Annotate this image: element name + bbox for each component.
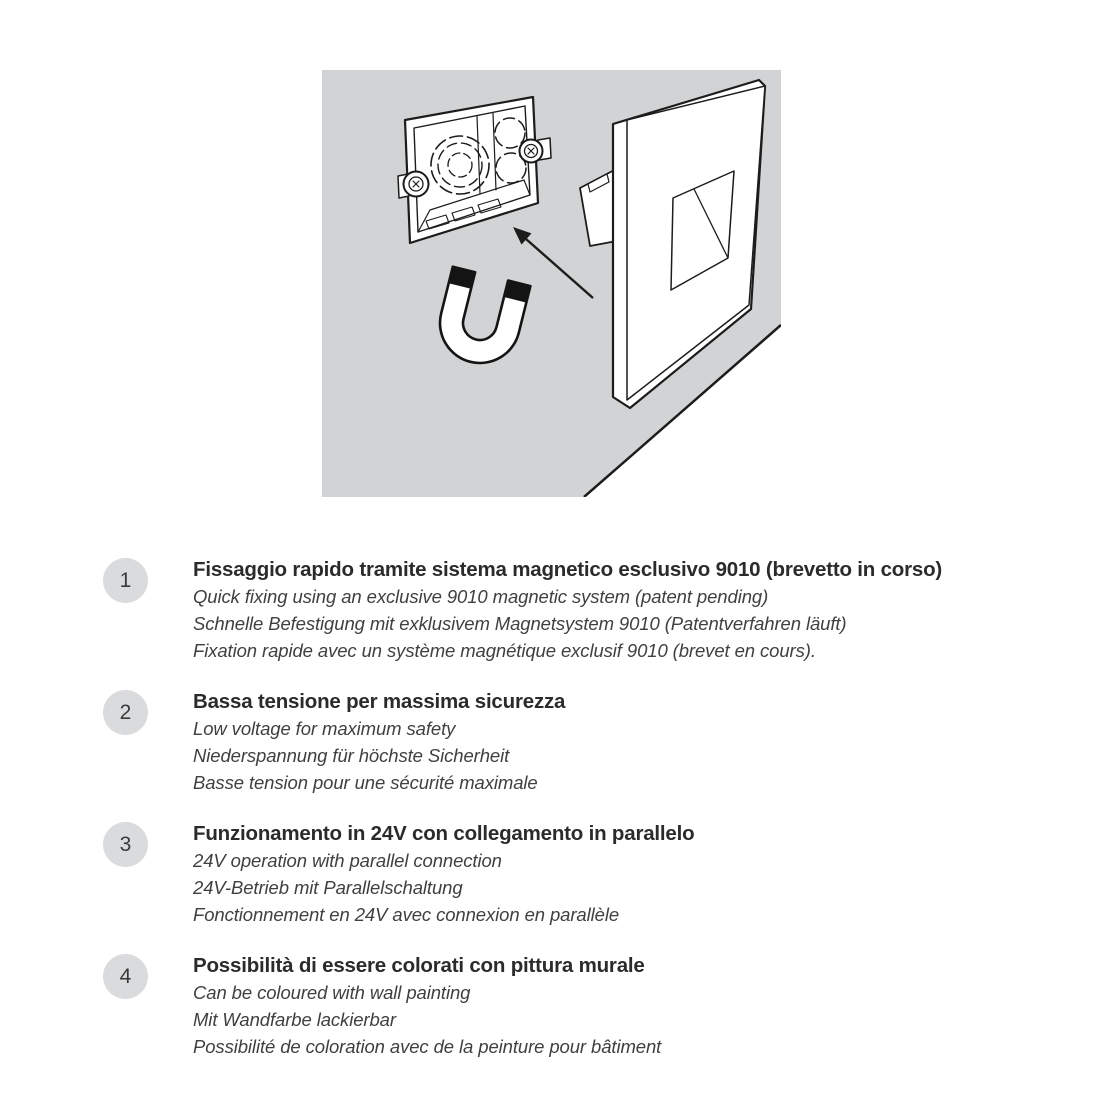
feature-text-en: Can be coloured with wall painting [193, 982, 471, 1003]
feature-texts [193, 688, 1073, 796]
feature-text-en: 24V operation with parallel connection [193, 850, 502, 871]
feature-list [103, 556, 1073, 1084]
feature-number-badge: 4 [103, 954, 148, 999]
feature-text-fr: Fonctionnement en 24V avec connexion en parallèle [193, 904, 620, 925]
feature-text-fr: Possibilité de coloration avec de la peinture pour bâtiment [193, 1036, 662, 1057]
feature-texts [193, 952, 1073, 1060]
right-screw-icon [520, 138, 552, 163]
feature-item-2 [103, 688, 1073, 796]
feature-headline-it: Funzionamento in 24V con collegamento in parallelo [193, 822, 695, 845]
feature-text-fr: Basse tension pour une sécurité maximale [193, 772, 538, 793]
feature-headline-it: Fissaggio rapido tramite sistema magnetico esclusivo 9010 (brevetto in corso) [193, 558, 943, 581]
feature-texts [193, 556, 1073, 664]
installation-diagram-svg [322, 70, 781, 497]
feature-text-de: 24V-Betrieb mit Parallelschaltung [193, 877, 463, 898]
feature-number-badge: 3 [103, 822, 148, 867]
feature-texts [193, 820, 1073, 928]
feature-number-badge: 2 [103, 690, 148, 735]
feature-headline-it: Bassa tensione per massima sicurezza [193, 690, 566, 713]
feature-item-3 [103, 820, 1073, 928]
feature-text-fr: Fixation rapide avec un système magnétique exclusif 9010 (brevet en cours). [193, 640, 816, 661]
installation-illustration [322, 70, 781, 497]
feature-text-en: Quick fixing using an exclusive 9010 magnetic system (patent pending) [193, 586, 769, 607]
feature-text-de: Schnelle Befestigung mit exklusivem Magnetsystem 9010 (Patentverfahren läuft) [193, 613, 847, 634]
feature-item-1 [103, 556, 1073, 664]
feature-text-en: Low voltage for maximum safety [193, 718, 456, 739]
feature-number-badge: 1 [103, 558, 148, 603]
feature-text-de: Niederspannung für höchste Sicherheit [193, 745, 510, 766]
feature-item-4 [103, 952, 1073, 1060]
feature-headline-it: Possibilità di essere colorati con pittura murale [193, 954, 645, 977]
feature-text-de: Mit Wandfarbe lackierbar [193, 1009, 396, 1030]
left-screw-icon [398, 172, 429, 199]
